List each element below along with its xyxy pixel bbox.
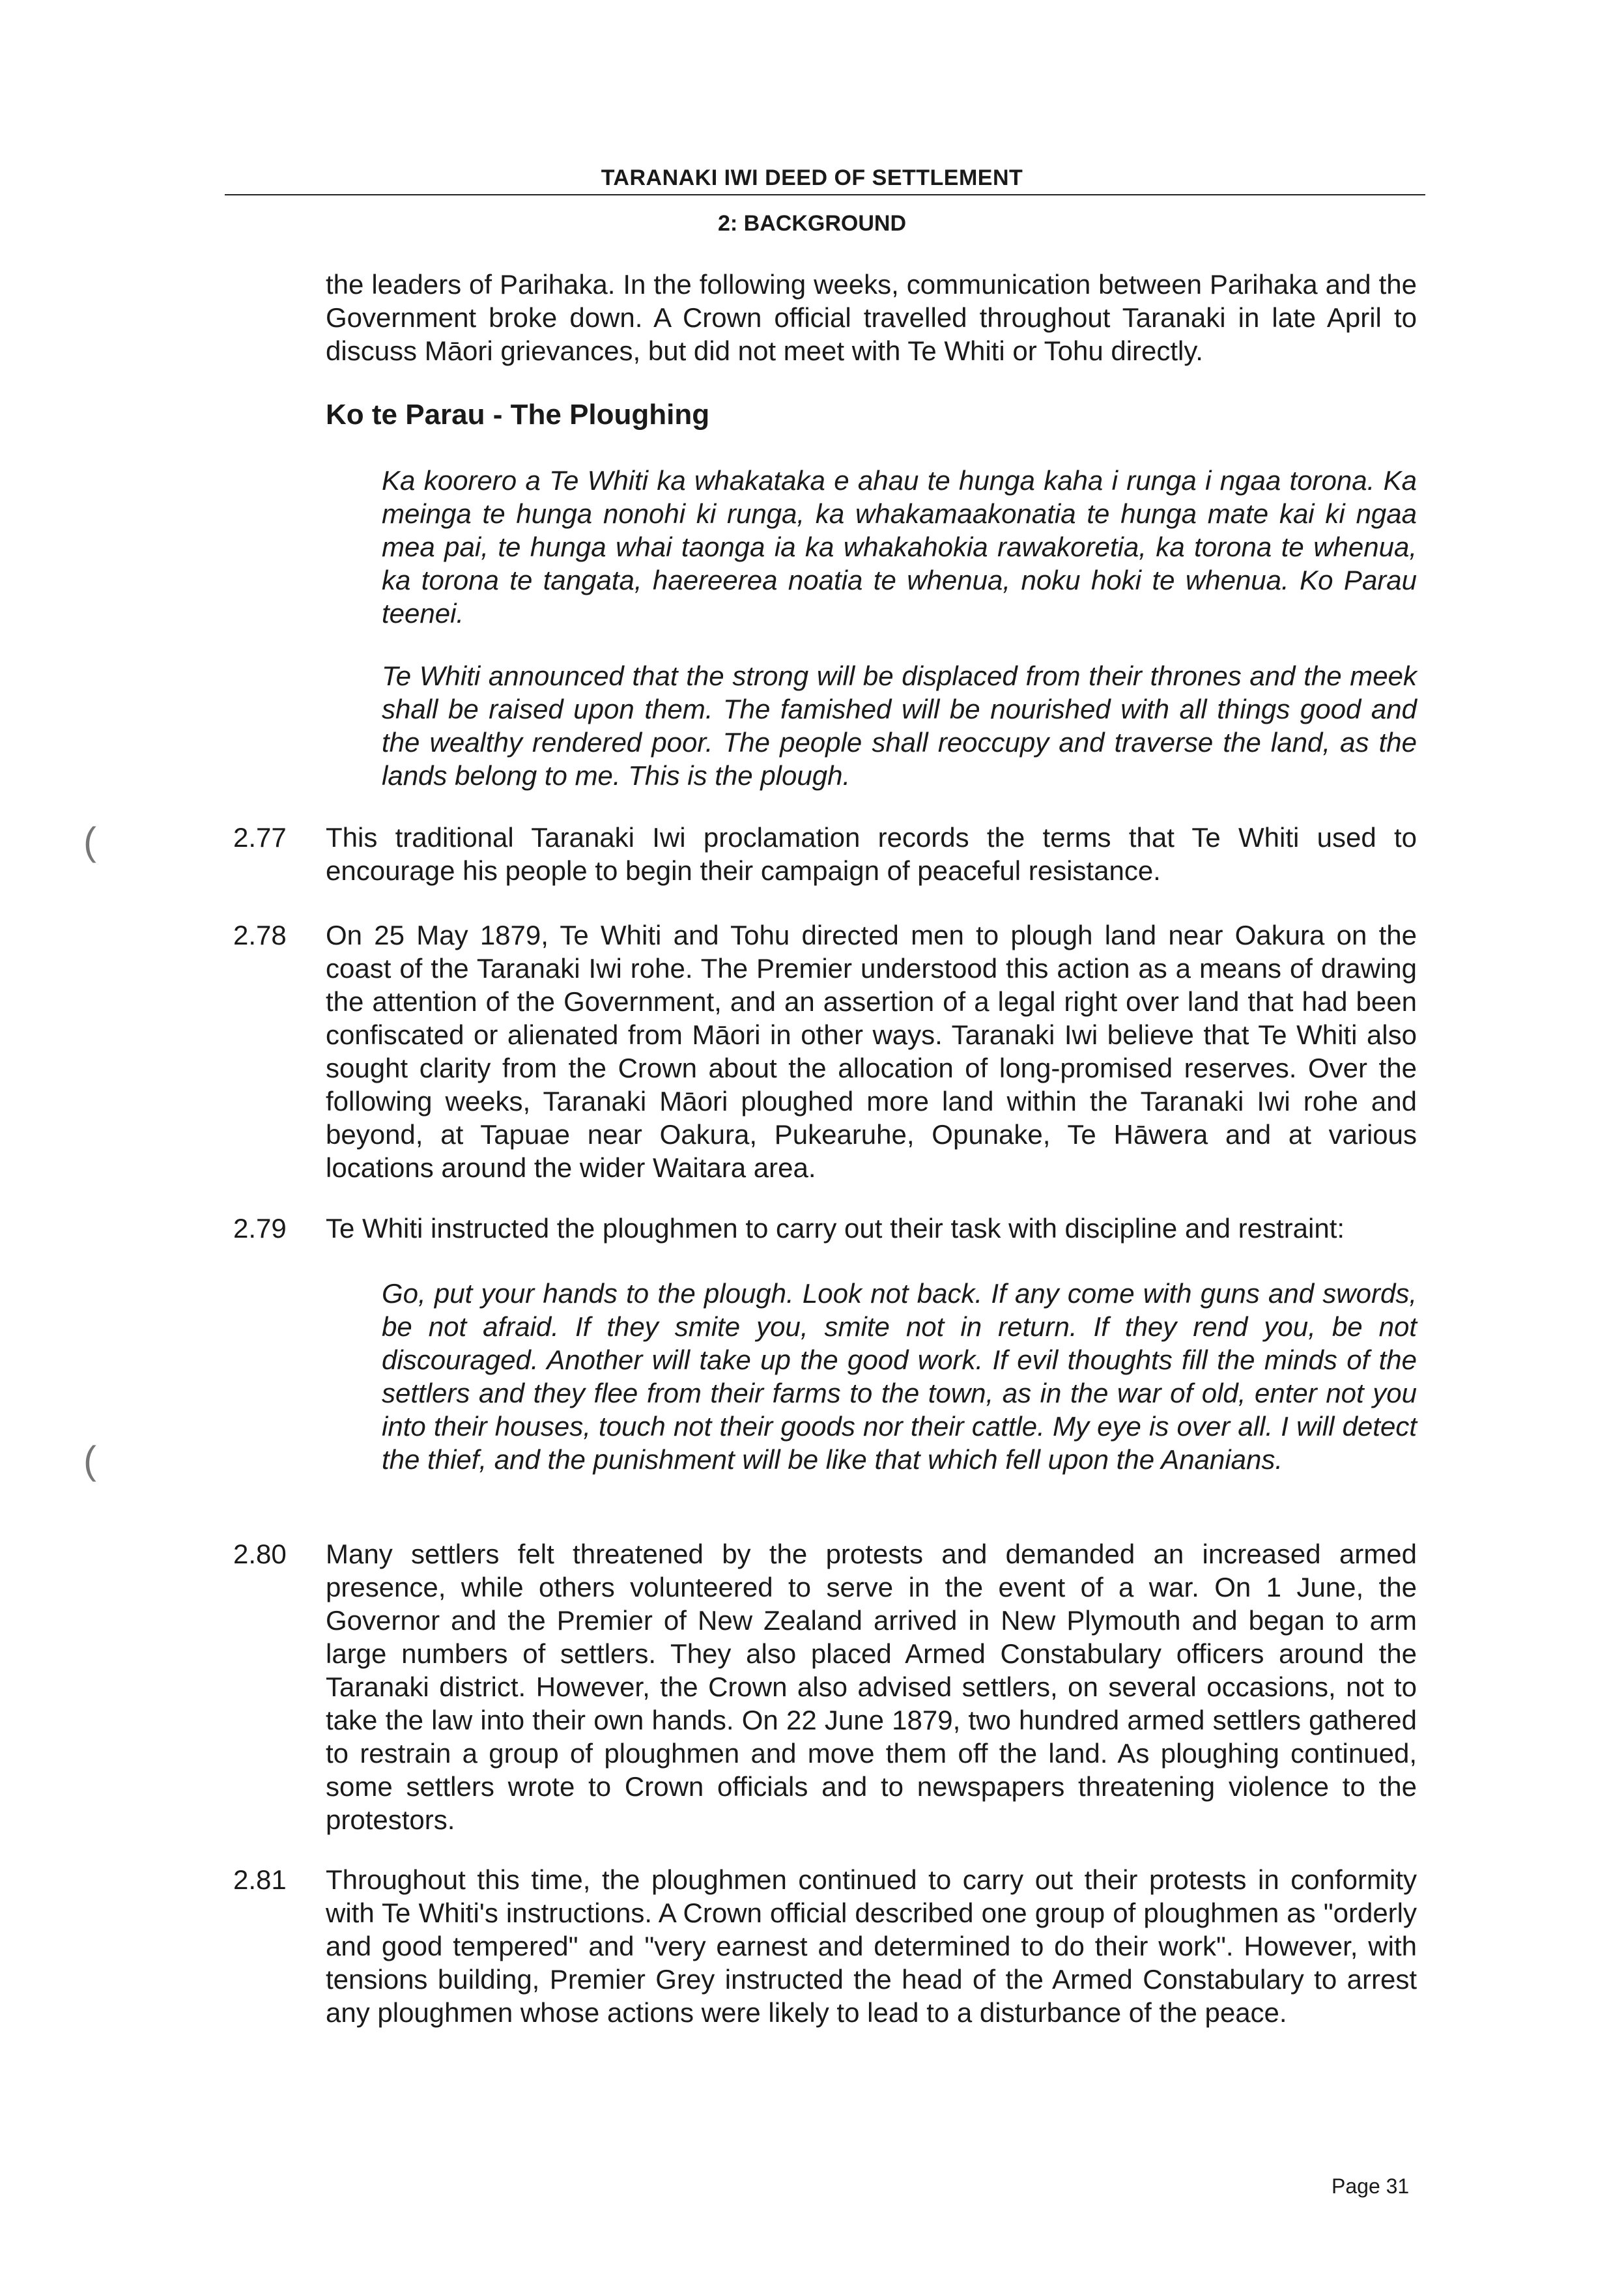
quote-english: Te Whiti announced that the strong will be displaced from their thrones and the meek shall be raised upon them. The famished will be nourished with all things good and the wealthy rendered poor. The people shall reoccupy and traverse the land, as the lands belong to me. This is the plough. bbox=[382, 661, 1417, 791]
paragraph-number: 2.77 bbox=[233, 822, 287, 853]
header-divider bbox=[225, 194, 1425, 195]
paragraph-text: This traditional Taranaki Iwi proclamation records the terms that Te Whiti used to encourage his people to begin their campaign of peaceful resistance. bbox=[326, 822, 1417, 886]
intro-paragraph: the leaders of Parihaka. In the following weeks, communication between Parihaka and the Government broke down. A Crown official travelled throughout Taranaki in late April to discuss Māori grievances, but did not meet with Te Whiti or Tohu directly. bbox=[326, 269, 1417, 366]
subheading: Ko te Parau - The Ploughing bbox=[326, 399, 710, 431]
page-number: Page 31 bbox=[1332, 2174, 1410, 2198]
paragraph-number: 2.80 bbox=[233, 1539, 287, 1569]
paragraph-number: 2.78 bbox=[233, 920, 287, 950]
paragraph-text: On 25 May 1879, Te Whiti and Tohu directed men to plough land near Oakura on the coast of the Taranaki Iwi rohe. The Premier understood this action as a means of drawing the attention of the Government, and an assertion of a legal right over land that had been confiscated or alienated from Māori in other ways. Taranaki Iwi believe that Te Whiti also sought clarity from the Crown about the allocation of long-promised reserves. Over the following weeks, Taranaki Māori ploughed more land within the Taranaki Iwi rohe and beyond, at Tapuae near Oakura, Pukearuhe, Opunake, Te Hāwera and at various locations around the wider Waitara area. bbox=[326, 920, 1417, 1183]
paragraph-text: Many settlers felt threatened by the protests and demanded an increased armed presence, while others volunteered to serve in the event of a war. On 1 June, the Governor and the Premier of New Zealand arrived in New Plymouth and began to arm large numbers of settlers. They also placed Armed Constabulary officers around the Taranaki district. However, the Crown also advised settlers, on several occasions, not to take the law into their own hands. On 22 June 1879, two hundred armed settlers gathered to restrain a group of ploughmen and move them off the land. As ploughing continued, some settlers wrote to Crown officials and to newspapers threatening violence to the protestors. bbox=[326, 1539, 1417, 1835]
paragraph-number: 2.79 bbox=[233, 1213, 287, 1244]
quote-instruction: Go, put your hands to the plough. Look not back. If any come with guns and swords, be not afraid. If they smite you, smite not in return. If they rend you, be not discouraged. Another will take up the good work. If evil thoughts fill the minds of the settlers and they flee from their farms to the town, as in the war of old, enter not you into their houses, touch not their goods nor their cattle. My eye is over all. I will detect the thief, and the punishment will be like that which fell upon the Ananians. bbox=[382, 1278, 1417, 1475]
paragraph-number: 2.81 bbox=[233, 1864, 287, 1895]
section-title: 2: BACKGROUND bbox=[718, 211, 906, 236]
margin-mark: ( bbox=[83, 1438, 96, 1482]
document-title: TARANAKI IWI DEED OF SETTLEMENT bbox=[601, 165, 1023, 190]
margin-mark: ( bbox=[83, 819, 96, 863]
paragraph-text: Throughout this time, the ploughmen continued to carry out their protests in conformity with Te Whiti's instructions. A Crown official described one group of ploughmen as "orderly and good tempered" and "very earnest and determined to do their work". However, with tensions building, Premier Grey instructed the head of the Armed Constabulary to arrest any ploughmen whose actions were likely to lead to a disturbance of the peace. bbox=[326, 1864, 1417, 2028]
paragraph-text: Te Whiti instructed the ploughmen to carry out their task with discipline and restraint: bbox=[326, 1213, 1345, 1244]
quote-maori: Ka koorero a Te Whiti ka whakataka e ahau te hunga kaha i runga i ngaa torona. Ka meinga te hunga nonohi ki runga, ka whakamaakonatia te hunga mate kai ki ngaa mea pai, te hunga whai taonga ia ka whakahokia rawakoretia, ka torona te whenua, ka torona te tangata, haereerea noatia te whenua, noku hoki te whenua. Ko Parau teenei. bbox=[382, 465, 1417, 629]
